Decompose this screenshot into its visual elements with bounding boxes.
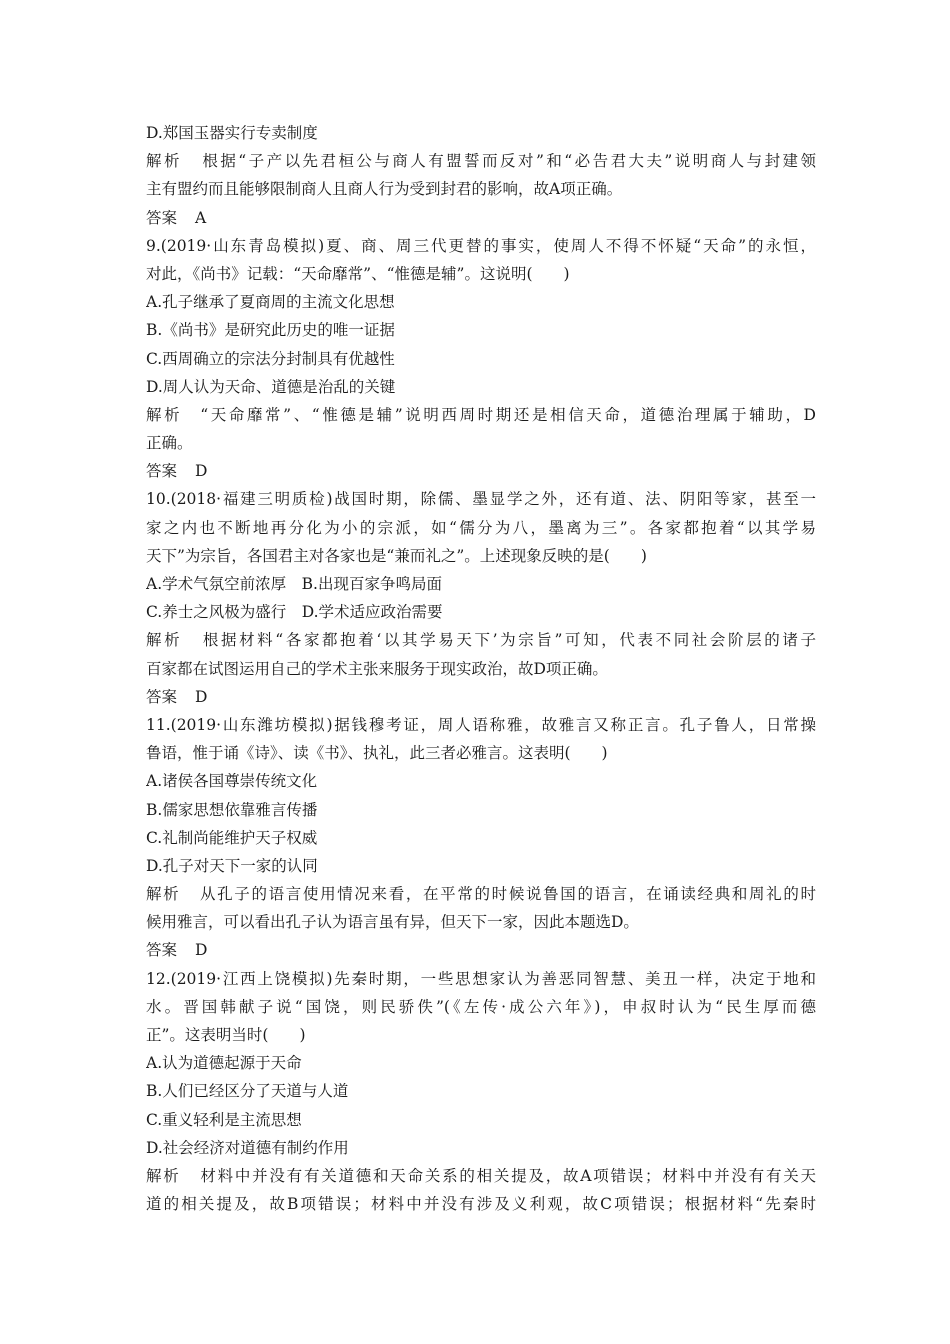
line-text: D.郑国玉器实行专卖制度 <box>146 124 318 142</box>
analysis-continuation <box>146 175 816 203</box>
question-line <box>146 1021 816 1049</box>
question-line <box>146 993 816 1021</box>
analysis-label: 解析 <box>146 405 183 424</box>
line-text: A.诸侯各国尊崇传统文化 <box>146 772 318 791</box>
analysis-continuation <box>146 1190 816 1218</box>
question-line <box>146 542 816 570</box>
option-line <box>146 824 816 852</box>
analysis-line <box>146 626 816 654</box>
line-text: 11.(2019·山东潍坊模拟)据钱穆考证，周人语称雅，故雅言又称正言。孔子鲁人，日常操 <box>146 715 816 734</box>
line-text: 对此，《尚书》记载：“天命靡常”、“惟德是辅”。这说明( ) <box>146 264 570 283</box>
option-line <box>146 1134 816 1162</box>
line-text: A.孔子继承了夏商周的主流文化思想 <box>146 293 395 312</box>
line-text: 百家都在试图运用自己的学术主张来服务于现实政治，故D项正确。 <box>146 659 608 678</box>
line-text: 材料中并没有有关道德和天命关系的相关提及，故A项错误；材料中并没有有关天 <box>198 1166 816 1185</box>
option-line <box>146 767 816 795</box>
option-line <box>146 1049 816 1077</box>
analysis-continuation <box>146 908 816 936</box>
line-text: 家之内也不断地再分化为小的宗派，如“儒分为八，墨离为三”。各家都抱着“以其学易 <box>146 518 816 537</box>
line-text: 正确。 <box>146 434 193 453</box>
answer-label: 答案 <box>146 462 178 481</box>
line-text: C.重义轻利是主流思想 <box>146 1110 302 1129</box>
analysis-line <box>146 401 816 429</box>
question-line <box>146 485 816 513</box>
analysis-label: 解析 <box>146 885 181 904</box>
document-page <box>146 119 816 1218</box>
line-text: 候用雅言，可以看出孔子认为语言虽有异，但天下一家，因此本题选D。 <box>146 913 639 932</box>
analysis-continuation <box>146 429 816 457</box>
line-text: D.社会经济对道德有制约作用 <box>146 1138 349 1157</box>
option-line <box>146 288 816 316</box>
option-line <box>146 598 816 626</box>
option-line <box>146 796 816 824</box>
analysis-label: 解析 <box>146 1166 181 1185</box>
line-text: 12.(2019·江西上饶模拟)先秦时期，一些思想家认为善恶同智慧、美丑一样，决定于地和 <box>146 969 816 988</box>
answer-label: 答案 <box>146 208 178 227</box>
option-line <box>146 570 816 598</box>
answer-line <box>146 936 816 964</box>
line-text: 天下”为宗旨，各国君主对各家也是“兼而礼之”。上述现象反映的是( ) <box>146 546 647 565</box>
answer-line <box>146 204 816 232</box>
answer-value: D <box>195 687 208 706</box>
answer-label: 答案 <box>146 941 178 960</box>
line-text: 正”。这表明当时( ) <box>146 1026 306 1044</box>
line-text: D.孔子对天下一家的认同 <box>146 856 318 875</box>
option-line <box>146 1106 816 1134</box>
line-text: B.儒家思想依靠雅言传播 <box>146 800 318 819</box>
line-text: B.人们已经区分了天道与人道 <box>146 1082 349 1101</box>
option-line <box>146 316 816 344</box>
line-text: A.学术气氛空前浓厚 B.出现百家争鸣局面 <box>146 575 442 593</box>
line-text: 9.(2019·山东青岛模拟)夏、商、周三代更替的事实，使周人不得不怀疑“天命”的永恒， <box>146 236 816 255</box>
analysis-line <box>146 880 816 908</box>
analysis-label: 解析 <box>146 631 183 650</box>
line-text: 鲁语，惟于诵《诗》、读《书》、执礼，此三者必雅言。这表明( ) <box>146 744 608 763</box>
question-line <box>146 739 816 767</box>
option-line <box>146 119 816 147</box>
question-line <box>146 711 816 739</box>
line-text: C.礼制尚能维护天子权威 <box>146 828 318 847</box>
line-text: 根据材料“各家都抱着‘以其学易天下’为宗旨”可知，代表不同社会阶层的诸子 <box>200 631 816 650</box>
line-text: C.养士之风极为盛行 D.学术适应政治需要 <box>146 603 443 622</box>
option-line <box>146 345 816 373</box>
answer-line <box>146 457 816 485</box>
analysis-line <box>146 1162 816 1190</box>
question-line <box>146 965 816 993</box>
answer-value: D <box>195 462 208 481</box>
line-text: 道的相关提及，故B项错误；材料中并没有涉及义利观，故C项错误；根据材料“先秦时 <box>146 1195 816 1214</box>
analysis-label: 解析 <box>146 152 182 171</box>
question-line <box>146 260 816 288</box>
answer-value: A <box>195 208 207 227</box>
line-text: D.周人认为天命、道德是治乱的关键 <box>146 377 396 396</box>
line-text: 根据“子产以先君桓公与商人有盟誓而反对”和“必告君大夫”说明商人与封建领 <box>199 152 816 171</box>
line-text: “天命靡常”、“惟德是辅”说明西周时期还是相信天命，道德治理属于辅助，D <box>200 405 816 424</box>
answer-label: 答案 <box>146 687 178 706</box>
option-line <box>146 852 816 880</box>
line-text: B.《尚书》是研究此历史的唯一证据 <box>146 321 395 340</box>
line-text: A.认为道德起源于天命 <box>146 1054 302 1073</box>
analysis-continuation <box>146 655 816 683</box>
line-text: 水。晋国韩献子说“国饶，则民骄佚”(《左传·成公六年》)，申叔时认为“民生厚而德 <box>146 997 816 1016</box>
option-line <box>146 373 816 401</box>
line-text: 从孔子的语言使用情况来看，在平常的时候说鲁国的语言，在诵读经典和周礼的时 <box>198 885 816 904</box>
option-line <box>146 1077 816 1105</box>
answer-value: D <box>195 941 208 960</box>
line-text: 主有盟约而且能够限制商人且商人行为受到封君的影响，故A项正确。 <box>146 180 623 199</box>
question-line <box>146 232 816 260</box>
answer-line <box>146 683 816 711</box>
line-text: 10.(2018·福建三明质检)战国时期，除儒、墨显学之外，还有道、法、阴阳等家，甚至一 <box>146 490 816 509</box>
line-text: C.西周确立的宗法分封制具有优越性 <box>146 349 395 368</box>
analysis-line <box>146 147 816 175</box>
question-line <box>146 514 816 542</box>
